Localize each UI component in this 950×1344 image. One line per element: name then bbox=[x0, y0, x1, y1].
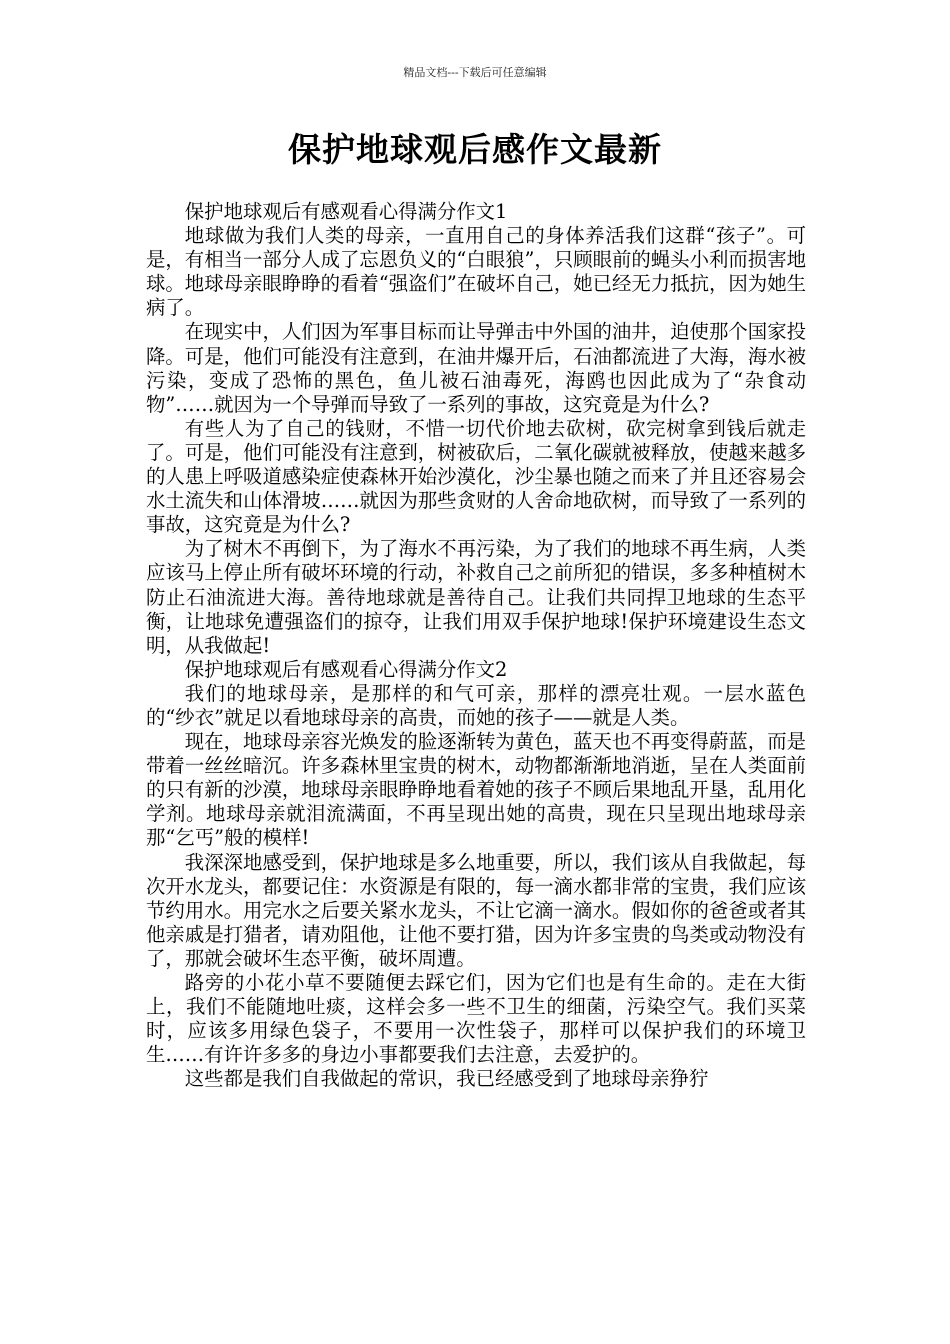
paragraph: 我深深地感受到，保护地球是多么地重要，所以，我们该从自我做起，每次开水龙头，都要记住：水资源是有限的，每一滴水都非常的宝贵，我们应该节约用水。用完水之后要关紧水龙头，不让它滴一滴水。假如你的爸爸或者其他亲戚是打猎者，请劝阻他，让他不要打猎，因为许多宝贵的鸟类或动物没有了，那就会破坏生态平衡，破坏周遭。 bbox=[146, 850, 806, 970]
paragraph: 有些人为了自己的钱财，不惜一切代价地去砍树，砍完树拿到钱后就走了。可是，他们可能没有注意到，树被砍后，二氧化碳就被释放，使越来越多的人患上呼吸道感染症使森林开始沙漠化，沙尘暴也随之而来了并且还容易会水土流失和山体滑坡……就因为那些贪财的人舍命地砍树，而导致了一系列的事故，这究竟是为什么? bbox=[146, 416, 806, 537]
paragraph: 为了树木不再倒下，为了海水不再污染，为了我们的地球不再生病，人类应该马上停止所有破坏环境的行动，补救自己之前所犯的错误，多多种植树木防止石油流进大海。善待地球就是善待自己。让我们共同捍卫地球的生态平衡，让地球免遭强盗们的掠夺，让我们用双手保护地球!保护环境建设生态文明，从我做起! bbox=[146, 537, 806, 657]
header-note: 精品文档---下载后可任意编辑 bbox=[403, 66, 547, 79]
document-body bbox=[146, 200, 806, 1091]
paragraph: 现在，地球母亲容光焕发的脸逐渐转为黄色，蓝天也不再变得蔚蓝，而是带着一丝丝暗沉。许多森林里宝贵的树木，动物都渐渐地消逝，呈在人类面前的只有新的沙漠，地球母亲眼睁睁地看着她的孩子不顾后果地乱开垦，乱用化学剂。地球母亲就泪流满面，不再呈现出她的高贵，现在只呈现出地球母亲那“乞丐”般的模样! bbox=[146, 730, 806, 850]
paragraph: 我们的地球母亲，是那样的和气可亲，那样的漂亮壮观。一层水蓝色的“纱衣”就足以看地球母亲的高贵，而她的孩子——就是人类。 bbox=[146, 681, 806, 729]
paragraph: 在现实中，人们因为军事目标而让导弹击中外国的油井，迫使那个国家投降。可是，他们可能没有注意到，在油井爆开后，石油都流进了大海，海水被污染，变成了恐怖的黑色，鱼儿被石油毒死，海鸥也因此成为了“杂食动物”……就因为一个导弹而导致了一系列的事故，这究竟是为什么? bbox=[146, 320, 806, 416]
paragraph: 地球做为我们人类的母亲，一直用自己的身体养活我们这群“孩子”。可是，有相当一部分人成了忘恩负义的“白眼狼”，只顾眼前的蝇头小利而损害地球。地球母亲眼睁睁的看着“强盗们”在破坏自己，她已经无力抵抗，因为她生病了。 bbox=[146, 224, 806, 320]
paragraph: 保护地球观后有感观看心得满分作文1 bbox=[184, 200, 508, 223]
document-title: 保护地球观后感作文最新 bbox=[288, 130, 662, 169]
paragraph: 这些都是我们自我做起的常识，我已经感受到了地球母亲狰狞 bbox=[184, 1067, 709, 1091]
paragraph: 保护地球观后有感观看心得满分作文2 bbox=[184, 657, 508, 681]
paragraph: 路旁的小花小草不要随便去踩它们，因为它们也是有生命的。走在大街上，我们不能随地吐痰，这样会多一些不卫生的细菌，污染空气。我们买菜时，应该多用绿色袋子，不要用一次性袋子，那样可以保护我们的环境卫生……有许许多多的身边小事都要我们去注意，去爱护的。 bbox=[146, 971, 806, 1067]
